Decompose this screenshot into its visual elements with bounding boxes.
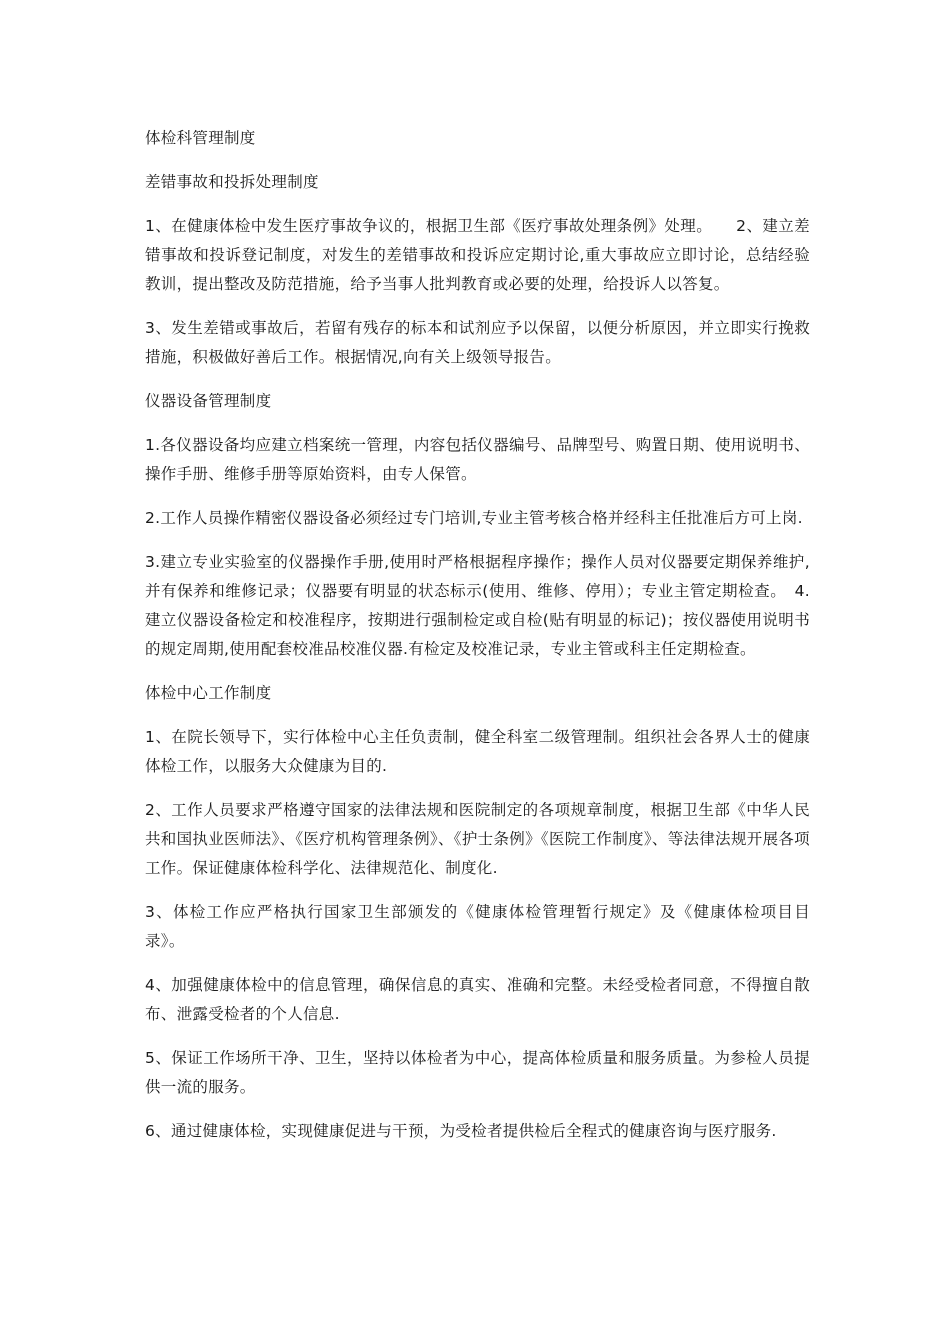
paragraph: 5、保证工作场所干净、卫生，坚持以体检者为中心，提高体检质量和服务质量。为参检人员提供一流的服务。 [145, 1049, 810, 1096]
paragraph: 3.建立专业实验室的仪器操作手册,使用时严格根据程序操作；操作人员对仪器要定期保养维护,并有保养和维修记录；仪器要有明显的状态标示(使用、维修、停用）；专业主管定期检查。 4.建立仪器设备检定和校准程序，按期进行强制检定或自检(贴有明显的标记)；按仪器使用说明书的规定周期,使用配套校准品校准仪器.有检定及校准记录，专业主管或科主任定期检查。 [145, 553, 810, 658]
section-heading: 差错事故和投拆处理制度 [145, 173, 319, 191]
paragraph: 1、在院长领导下，实行体检中心主任负责制，健全科室二级管理制。组织社会各界人士的健康体检工作，以服务大众健康为目的. [145, 728, 810, 775]
paragraph: 3、发生差错或事故后，若留有残存的标本和试剂应予以保留，以便分析原因，并立即实行挽救措施，积极做好善后工作。根据情况,向有关上级领导报告。 [145, 319, 810, 366]
section-heading: 体检中心工作制度 [145, 684, 272, 702]
document-body [145, 124, 810, 1161]
paragraph: 6、通过健康体检，实现健康促进与干预，为受检者提供检后全程式的健康咨询与医疗服务. [145, 1122, 777, 1140]
paragraph: 2、工作人员要求严格遵守国家的法律法规和医院制定的各项规章制度，根据卫生部《中华人民共和国执业医师法》、《医疗机构管理条例》、《护士条例》《医院工作制度》、等法律法规开展各项工作。保证健康体检科学化、法律规范化、制度化. [145, 801, 810, 877]
paragraph: 2.工作人员操作精密仪器设备必须经过专门培训,专业主管考核合格并经科主任批准后方可上岗. [145, 509, 803, 527]
paragraph: 1.各仪器设备均应建立档案统一管理，内容包括仪器编号、品牌型号、购置日期、使用说明书、操作手册、维修手册等原始资料，由专人保管。 [145, 436, 810, 483]
paragraph: 3、体检工作应严格执行国家卫生部颁发的《健康体检管理暂行规定》及《健康体检项目目录》。 [145, 903, 810, 950]
paragraph: 1、在健康体检中发生医疗事故争议的，根据卫生部《医疗事故处理条例》处理。 2、建立差错事故和投诉登记制度，对发生的差错事故和投诉应定期讨论,重大事故应立即讨论，总结经验教训，提出整改及防范措施，给予当事人批判教育或必要的处理，给投诉人以答复。 [145, 217, 810, 293]
section-heading: 仪器设备管理制度 [145, 392, 272, 410]
document-title: 体检科管理制度 [145, 129, 256, 147]
paragraph: 4、加强健康体检中的信息管理，确保信息的真实、准确和完整。未经受检者同意，不得擅自散布、泄露受检者的个人信息. [145, 976, 810, 1023]
